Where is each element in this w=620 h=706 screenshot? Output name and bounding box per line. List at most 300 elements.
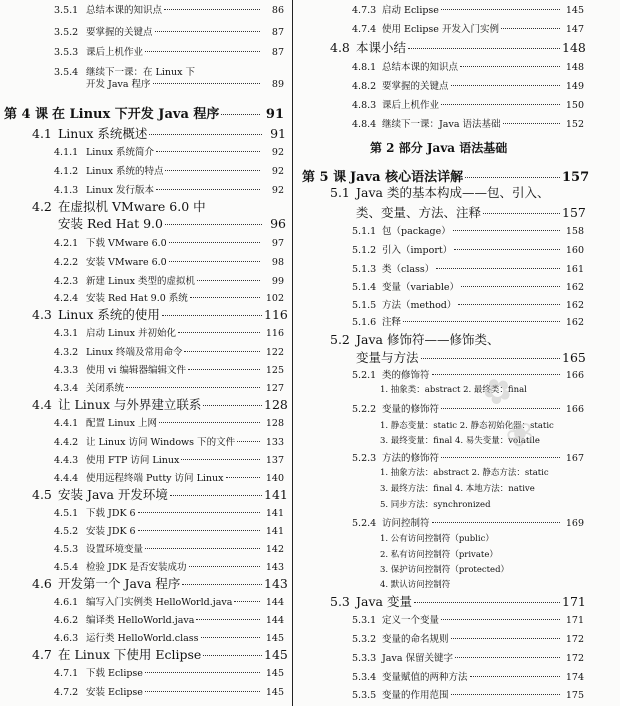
dot-leader	[149, 134, 262, 135]
watermark-stamp: ✿ ❀	[475, 367, 543, 459]
dot-leader	[454, 249, 560, 250]
toc-entry	[352, 116, 584, 130]
entry-title: 继续下一课：Java 语法基础	[382, 119, 501, 130]
dot-leader	[460, 66, 560, 67]
page-number: 91	[265, 107, 284, 122]
toc-entry	[352, 223, 584, 237]
entry-title: 访问控制符	[382, 518, 430, 529]
entry-title: 设置环境变量	[86, 544, 144, 555]
entry-number: 4.8.2	[352, 81, 377, 92]
dot-leader	[408, 48, 560, 49]
toc-entry	[54, 290, 284, 304]
page-number: 162	[565, 300, 584, 311]
entry-title: 变量的命名规则	[382, 634, 449, 645]
page-number: 165	[562, 350, 586, 365]
toc-section	[32, 485, 286, 503]
page-number: 167	[565, 453, 584, 464]
dot-leader	[465, 177, 560, 178]
entry-number: 4.2.4	[54, 293, 79, 304]
entry-title: 下载 JDK 6	[86, 508, 136, 519]
entry-number: 4.5	[32, 487, 52, 502]
entry-title: Linux 系统简介	[86, 147, 154, 158]
entry-title: 启动 Eclipse	[382, 5, 439, 16]
toc-entry	[352, 297, 584, 311]
toc-subitem: 3. 最终方法：final 4. 本地方法：native	[380, 484, 535, 494]
page-number: 166	[565, 370, 584, 381]
entry-number: 4.7.1	[54, 668, 79, 679]
entry-number: 4.5.1	[54, 508, 79, 519]
dot-leader	[162, 315, 262, 316]
dot-leader	[501, 28, 560, 29]
page-number: 116	[264, 307, 288, 322]
toc-entry	[352, 78, 584, 92]
dot-leader	[458, 304, 560, 305]
toc-entry	[54, 684, 284, 698]
entry-number: 4.6.3	[54, 633, 79, 644]
dot-leader	[145, 51, 260, 52]
entry-number: 4.4.3	[54, 455, 79, 466]
entry-number: 4.5.3	[54, 544, 79, 555]
entry-title: Java 变量	[356, 594, 412, 609]
entry-number: 4.8.3	[352, 100, 377, 111]
toc-section-heading-continued	[356, 203, 584, 221]
toc-entry-title: 开发 Java 程序	[86, 79, 151, 90]
entry-number: 5.3.1	[352, 615, 377, 626]
section-number: 5.1	[330, 185, 350, 200]
entry-title: 安装 Eclipse	[86, 687, 143, 698]
dot-leader	[503, 123, 560, 124]
dot-leader	[182, 584, 262, 585]
toc-entry	[54, 505, 284, 519]
page-number: 116	[265, 328, 284, 339]
toc-entry	[352, 669, 584, 683]
toc-subitem: 1. 静态变量：static 2. 静态初始化器：static	[380, 421, 554, 431]
page-number: 172	[565, 653, 584, 664]
toc-entry	[54, 144, 284, 158]
entry-number: 5.1.6	[352, 317, 377, 328]
entry-number: 5.3.3	[352, 653, 377, 664]
entry-number: 4.1.1	[54, 147, 79, 158]
entry-title: 使用远程终端 Putty 访问 Linux	[86, 473, 224, 484]
entry-number: 5.3	[330, 594, 350, 609]
toc-entry	[54, 24, 284, 38]
entry-title: 变量赋值的两种方法	[382, 672, 468, 683]
toc-entry	[352, 2, 584, 16]
dot-leader	[169, 242, 260, 243]
toc-entry	[54, 254, 284, 268]
toc-entry	[352, 97, 584, 111]
entry-title: 类（class）	[382, 264, 435, 275]
toc-entry	[54, 415, 284, 429]
column-divider	[292, 0, 293, 706]
section-number: 5.2	[330, 332, 350, 347]
page-number: 97	[271, 238, 284, 249]
entry-number: 5.1.1	[352, 226, 377, 237]
page-number: 91	[270, 126, 286, 141]
dot-leader	[441, 619, 560, 620]
toc-entry	[54, 44, 284, 58]
toc-entry	[54, 235, 284, 249]
entry-number: 5.1.2	[352, 245, 377, 256]
entry-title: 安装 Red Hat 9.0 系统	[86, 293, 188, 304]
entry-title: 编写入门实例类 HelloWorld.java	[86, 597, 233, 608]
entry-number: 4.3.3	[54, 365, 79, 376]
entry-number: 3.5.2	[54, 27, 79, 38]
entry-number: 4.7.2	[54, 687, 79, 698]
toc-entry	[54, 2, 284, 16]
toc-chapter	[4, 103, 284, 122]
dot-leader	[145, 672, 260, 673]
entry-title: Linux 发行版本	[86, 185, 154, 196]
entry-title: 下载 VMware 6.0	[86, 238, 167, 249]
page-number: 160	[565, 245, 584, 256]
entry-title: Java 保留关键字	[382, 653, 454, 664]
page-number: 127	[265, 383, 284, 394]
page-number: 92	[271, 166, 284, 177]
dot-leader	[432, 522, 560, 523]
page-number: 141	[265, 526, 284, 537]
toc-entry	[54, 665, 284, 679]
entry-number: 4.4.4	[54, 473, 79, 484]
page-number: 145	[264, 647, 288, 662]
entry-number: 4.2.2	[54, 257, 79, 268]
entry-number: 3.5.4	[54, 67, 79, 78]
entry-title: 总结本课的知识点	[382, 62, 459, 73]
toc-entry	[352, 314, 584, 328]
page-number: 86	[271, 5, 284, 16]
entry-number: 4.6.1	[54, 597, 79, 608]
entry-title: 开发第一个 Java 程序	[58, 576, 181, 591]
toc-subitem: 3. 保护访问控制符（protected）	[380, 565, 510, 575]
page-number: 128	[265, 418, 284, 429]
toc-entry	[352, 631, 584, 645]
entry-number: 5.2.4	[352, 518, 377, 529]
page-number: 96	[270, 216, 286, 231]
entry-title: Linux 系统的特点	[86, 166, 164, 177]
dot-leader	[156, 151, 260, 152]
entry-number: 4.4	[32, 397, 52, 412]
dot-leader	[145, 691, 260, 692]
toc-subitem: 4. 默认访问控制符	[380, 580, 451, 590]
entry-title: 方法的修饰符	[382, 453, 440, 464]
toc-entry	[54, 612, 284, 626]
entry-number: 4.3.1	[54, 328, 79, 339]
dot-leader	[461, 286, 560, 287]
entry-number: 4.3.4	[54, 383, 79, 394]
dot-leader	[138, 530, 260, 531]
dot-leader	[197, 280, 260, 281]
entry-title: 编译类 HelloWorld.java	[86, 615, 195, 626]
dot-leader	[203, 655, 262, 656]
entry-title: 使用 vi 编辑器编辑文件	[86, 365, 186, 376]
dot-leader	[159, 422, 260, 423]
entry-title: 安装 VMware 6.0	[86, 257, 167, 268]
entry-number: 5.1.4	[352, 282, 377, 293]
dot-leader	[189, 566, 260, 567]
page-number: 145	[265, 668, 284, 679]
dot-leader	[403, 321, 560, 322]
entry-number: 5.2.3	[352, 453, 377, 464]
dot-leader	[196, 619, 260, 620]
entry-title: 继续下一课：在 Linux 下	[86, 67, 195, 78]
entry-number: 4.8.4	[352, 119, 377, 130]
toc-entry	[54, 325, 284, 339]
toc-section	[32, 574, 286, 592]
page-number: 92	[271, 185, 284, 196]
section-title: Java 修饰符——修饰类、	[356, 332, 500, 347]
page-number: 148	[562, 40, 586, 55]
page-number: 142	[265, 544, 284, 555]
page-number: 166	[565, 404, 584, 415]
entry-number: 4.6.2	[54, 615, 79, 626]
entry-number: 4.8.1	[352, 62, 377, 73]
dot-leader	[203, 405, 262, 406]
entry-number: 4.5.2	[54, 526, 79, 537]
entry-title: 使用 FTP 访问 Linux	[86, 455, 180, 466]
entry-number: 4.6	[32, 576, 52, 591]
entry-number: 第 5 课	[302, 170, 347, 185]
page-number: 145	[265, 687, 284, 698]
entry-number: 3.5.3	[54, 47, 79, 58]
entry-title: 运行类 HelloWorld.class	[86, 633, 199, 644]
entry-number: 5.2.2	[352, 404, 377, 415]
entry-title: 检验 JDK 是否安装成功	[86, 562, 187, 573]
dot-leader	[184, 351, 260, 352]
toc-entry	[352, 21, 584, 35]
toc-subitem: 2. 私有访问控制符（private）	[380, 550, 498, 560]
entry-title: Linux 终端及常用命令	[86, 347, 183, 358]
dot-leader	[453, 230, 560, 231]
page-number: 143	[265, 562, 284, 573]
entry-number: 4.7	[32, 647, 52, 662]
page-number: 143	[264, 576, 288, 591]
entry-title: 要掌握的关键点	[382, 81, 449, 92]
entry-title: 安装 Java 开发环境	[58, 487, 168, 502]
dot-leader	[164, 9, 260, 10]
toc-section-heading-continued	[356, 348, 584, 366]
page-number: 171	[565, 615, 584, 626]
entry-title: 类的修饰符	[382, 370, 430, 381]
dot-leader	[181, 459, 260, 460]
entry-number: 4.1	[32, 126, 52, 141]
entry-number: 第 4 课	[4, 107, 49, 122]
entry-title: 启动 Linux 并初始化	[86, 328, 176, 339]
toc-entry	[54, 362, 284, 376]
page-number: 152	[565, 119, 584, 130]
page-number: 172	[565, 634, 584, 645]
dot-leader	[237, 441, 260, 442]
page-number: 145	[265, 633, 284, 644]
toc-entry	[54, 594, 284, 608]
page-number: 87	[271, 47, 284, 58]
toc-section	[330, 38, 584, 56]
page-number: 89	[271, 79, 284, 90]
toc-entry	[352, 279, 584, 293]
dot-leader	[414, 602, 560, 603]
entry-number: 4.3	[32, 307, 52, 322]
entry-title: 总结本课的知识点	[86, 5, 163, 16]
dot-leader	[201, 637, 260, 638]
toc-entry	[54, 559, 284, 573]
entry-title: 新建 Linux 类型的虚拟机	[86, 276, 195, 287]
page-number: 137	[265, 455, 284, 466]
page-number: 169	[565, 518, 584, 529]
part-heading: 第 2 部分 Java 语法基础	[370, 141, 508, 155]
page-number: 144	[265, 597, 284, 608]
toc-entry	[54, 434, 284, 448]
section-title: Java 类的基本构成——包、引入、	[356, 185, 550, 200]
dot-leader	[188, 369, 260, 370]
page-number: 87	[271, 27, 284, 38]
entry-number: 5.1.5	[352, 300, 377, 311]
entry-number: 5.3.5	[352, 690, 377, 701]
dot-leader	[170, 495, 262, 496]
entry-title: Java 核心语法详解	[350, 170, 464, 185]
page-number: 145	[565, 5, 584, 16]
toc-entry	[352, 242, 584, 256]
toc-section	[32, 645, 286, 663]
dot-leader	[190, 297, 260, 298]
toc-section-heading	[330, 330, 499, 348]
entry-number: 4.3.2	[54, 347, 79, 358]
section-title: 变量与方法	[356, 350, 419, 365]
entry-title: 变量的作用范围	[382, 690, 449, 701]
dot-leader	[451, 694, 560, 695]
page-number: 99	[271, 276, 284, 287]
page-number: 141	[264, 487, 288, 502]
toc-subitem: 3. 最终变量：final 4. 易失变量：volatile	[380, 436, 540, 446]
dot-leader	[226, 477, 260, 478]
dot-leader	[470, 676, 560, 677]
entry-title: 注释	[382, 317, 402, 328]
entry-number: 5.1.3	[352, 264, 377, 275]
entry-title: 变量（variable）	[382, 282, 460, 293]
page-number: 162	[565, 317, 584, 328]
page-number: 98	[271, 257, 284, 268]
dot-leader	[436, 268, 560, 269]
dot-leader	[221, 114, 260, 115]
page-number: 158	[565, 226, 584, 237]
page-number: 125	[265, 365, 284, 376]
entry-title: 关闭系统	[86, 383, 125, 394]
page-number: 133	[265, 437, 284, 448]
section-title: 安装 Red Hat 9.0	[58, 216, 163, 231]
toc-section	[32, 395, 286, 413]
page-number: 92	[271, 147, 284, 158]
page-number: 174	[565, 672, 584, 683]
toc-entry-continued	[86, 76, 284, 90]
entry-title: 在 Linux 下使用 Eclipse	[58, 647, 202, 662]
entry-title: 包（package）	[382, 226, 451, 237]
section-number: 4.2	[32, 199, 52, 214]
dot-leader	[155, 31, 260, 32]
toc-section	[32, 124, 286, 142]
toc-subitem: 1. 抽象类：abstract 2. 最终类：final	[380, 385, 527, 395]
page-number: 148	[565, 62, 584, 73]
toc-section-heading	[32, 197, 206, 215]
toc-entry	[54, 163, 284, 177]
toc-entry	[54, 380, 284, 394]
toc-entry	[352, 612, 584, 626]
dot-leader	[451, 638, 560, 639]
dot-leader	[451, 85, 560, 86]
entry-number: 4.7.4	[352, 24, 377, 35]
page-number: 122	[265, 347, 284, 358]
entry-title: 引入（import）	[382, 245, 453, 256]
page-number: 141	[265, 508, 284, 519]
dot-leader	[153, 83, 260, 84]
entry-title: 让 Linux 与外界建立联系	[58, 397, 202, 412]
dot-leader	[126, 387, 260, 388]
entry-title: 让 Linux 访问 Windows 下的文件	[86, 437, 236, 448]
entry-title: 定义一个变量	[382, 615, 440, 626]
dot-leader	[145, 548, 260, 549]
entry-title: 配置 Linux 上网	[86, 418, 157, 429]
entry-title: Linux 系统概述	[58, 126, 148, 141]
toc-entry	[54, 273, 284, 287]
dot-leader	[441, 104, 560, 105]
toc-entry	[54, 452, 284, 466]
entry-number: 5.3.2	[352, 634, 377, 645]
entry-number: 3.5.1	[54, 5, 79, 16]
page-number: 175	[565, 690, 584, 701]
entry-number: 4.5.4	[54, 562, 79, 573]
toc-section	[32, 305, 286, 323]
entry-number: 4.2.1	[54, 238, 79, 249]
entry-number: 4.4.1	[54, 418, 79, 429]
section-title: 类、变量、方法、注释	[356, 205, 482, 220]
toc-entry	[352, 261, 584, 275]
page-number: 149	[565, 81, 584, 92]
entry-title: 方法（method）	[382, 300, 457, 311]
entry-title: 在 Linux 下开发 Java 程序	[52, 107, 220, 122]
entry-title: 下载 Eclipse	[86, 668, 143, 679]
page-number: 171	[562, 594, 586, 609]
page-number: 128	[264, 397, 288, 412]
entry-number: 5.2.1	[352, 370, 377, 381]
entry-title: Linux 系统的使用	[58, 307, 160, 322]
dot-leader	[234, 601, 260, 602]
toc-entry	[54, 182, 284, 196]
entry-title: 课后上机作业	[382, 100, 440, 111]
toc-section	[330, 592, 584, 610]
toc-section-heading	[330, 183, 549, 201]
entry-title: 本课小结	[356, 40, 407, 55]
page-number: 157	[562, 170, 590, 185]
entry-title: 使用 Eclipse 开发入门实例	[382, 24, 499, 35]
dot-leader	[169, 261, 260, 262]
dot-leader	[165, 224, 262, 225]
entry-title: 安装 JDK 6	[86, 526, 136, 537]
dot-leader	[165, 170, 260, 171]
toc-entry	[54, 523, 284, 537]
entry-title: 要掌握的关键点	[86, 27, 153, 38]
page-number: 140	[265, 473, 284, 484]
page-number: 161	[565, 264, 584, 275]
entry-number: 5.3.4	[352, 672, 377, 683]
dot-leader	[483, 213, 560, 214]
entry-title: 课后上机作业	[86, 47, 144, 58]
entry-number: 4.1.3	[54, 185, 79, 196]
toc-subitem: 1. 公有访问控制符（public）	[380, 534, 494, 544]
toc-entry	[54, 344, 284, 358]
page-number: 162	[565, 282, 584, 293]
entry-number: 4.8	[330, 40, 350, 55]
toc-entry	[54, 630, 284, 644]
dot-leader	[156, 189, 260, 190]
toc-entry	[54, 541, 284, 555]
toc-subitem: 5. 同步方法：synchronized	[380, 500, 491, 510]
